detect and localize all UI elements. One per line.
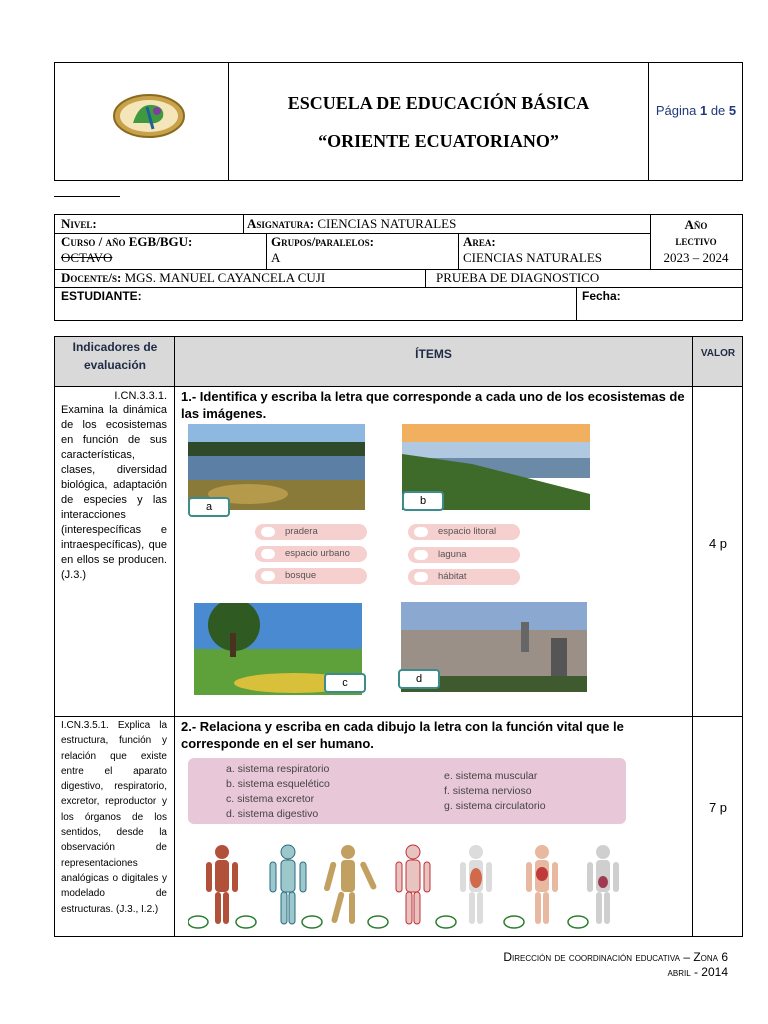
body-figure-skeletal-icon xyxy=(323,845,377,924)
function-a: a. sistema respiratorio xyxy=(226,763,330,775)
body-figure-respiratory-icon xyxy=(526,845,558,924)
test-type: PRUEBA DE DIAGNOSTICO xyxy=(436,270,600,285)
area-label: Area: xyxy=(463,234,496,249)
human-body-figures xyxy=(188,838,636,936)
asignatura-value: CIENCIAS NATURALES xyxy=(317,216,457,231)
functions-box xyxy=(188,758,626,824)
option-laguna: laguna xyxy=(408,547,520,563)
school-name-line1: ESCUELA DE EDUCACIÓN BÁSICA xyxy=(287,93,590,113)
grupos-label: Grupos/paralelos: xyxy=(271,234,374,249)
grupos-value: A xyxy=(271,250,281,265)
col-items: ÍTEMS xyxy=(415,347,452,361)
function-b: b. sistema esquelético xyxy=(226,778,330,790)
ano-label: Año xyxy=(684,217,708,232)
page-current: 1 xyxy=(699,103,708,118)
asignatura-label: Asignatura: xyxy=(247,216,315,231)
option-pradera: pradera xyxy=(255,524,367,540)
nivel-label: Nivel: xyxy=(61,216,97,231)
tag-b: b xyxy=(402,491,444,511)
estudiante-label: ESTUDIANTE: xyxy=(61,289,142,303)
body-figure-nervous-icon xyxy=(270,845,306,924)
function-d: d. sistema digestivo xyxy=(226,808,319,820)
info-table xyxy=(54,214,743,321)
body-figure-muscular-icon xyxy=(206,845,238,924)
option-bosque: bosque xyxy=(255,568,367,584)
option-habitat: hábitat xyxy=(408,569,520,585)
col-valor: VALOR xyxy=(700,348,736,359)
answer-circles[interactable] xyxy=(188,916,588,928)
question-1: 1.- Identifica y escriba la letra que corresponde a cada uno de los ecosistemas de las imágenes. xyxy=(181,389,685,421)
indicator-code-1: I.CN.3.3.1. xyxy=(114,390,167,402)
tag-d: d xyxy=(398,669,440,689)
value-1: 4 p xyxy=(708,536,728,551)
option-espacio-urbano: espacio urbano xyxy=(255,546,367,562)
body-figure-digestive-icon xyxy=(460,845,492,924)
lectivo-label: lectivo xyxy=(675,233,717,248)
value-2: 7 p xyxy=(708,800,728,815)
function-g: g. sistema circulatorio xyxy=(444,800,546,812)
divider xyxy=(54,196,120,197)
function-f: f. sistema nervioso xyxy=(444,785,532,797)
area-value: CIENCIAS NATURALES xyxy=(463,250,603,265)
fecha-label: Fecha: xyxy=(582,289,621,303)
page-total: 5 xyxy=(728,103,737,118)
option-espacio-litoral: espacio litoral xyxy=(408,524,520,540)
col-indicadores: Indicadores de evaluación xyxy=(72,340,158,372)
page-of: de xyxy=(710,103,726,118)
document-header xyxy=(54,62,743,181)
function-e: e. sistema muscular xyxy=(444,770,538,782)
indicator-text-1: Examina la dinámica de los ecosistemas en función de sus características, clases, diversidad biológica, adaptación de especies y las interacciones (interespecíficas e intraespecíficas), que en ellos se producen. (J.3.) xyxy=(61,404,167,581)
docente-value: MGS. MANUEL CAYANCELA CUJI xyxy=(124,270,326,285)
function-c: c. sistema excretor xyxy=(226,793,315,805)
tag-a: a xyxy=(188,497,230,517)
school-year: 2023 – 2024 xyxy=(663,250,729,265)
body-figure-circulatory-icon xyxy=(396,845,430,924)
page-word: Página xyxy=(655,103,697,118)
docente-label: Docente/s: xyxy=(61,270,122,285)
question-2: 2.- Relaciona y escriba en cada dibujo la letra con la función vital que le corresponde en el ser humano. xyxy=(181,719,624,751)
page-number-cell xyxy=(648,63,742,180)
indicator-text-2: I.CN.3.5.1. Explica la estructura, función y relación que existe entre el aparato digestivo, respiratorio, excretor, reproductor y los órganos de los sentidos, desde la observación de representaciones analógicas o digitales y modelado de estructuras. (J.3., I.2.) xyxy=(61,720,167,915)
footer-line1: Dirección de coordinación educativa – Zona 6 xyxy=(503,950,728,964)
page-indicator xyxy=(649,103,743,118)
body-figure-excretory-icon xyxy=(587,845,619,924)
tag-c: c xyxy=(324,673,366,693)
curso-label: Curso / año EGB/BGU: xyxy=(61,234,193,249)
curso-value: OCTAVO xyxy=(61,250,113,265)
school-logo-icon xyxy=(113,93,185,139)
footer-line2: abril - 2014 xyxy=(667,965,728,979)
school-name-line2: “ORIENTE ECUATORIANO” xyxy=(318,131,559,151)
logo-cell xyxy=(55,63,229,180)
